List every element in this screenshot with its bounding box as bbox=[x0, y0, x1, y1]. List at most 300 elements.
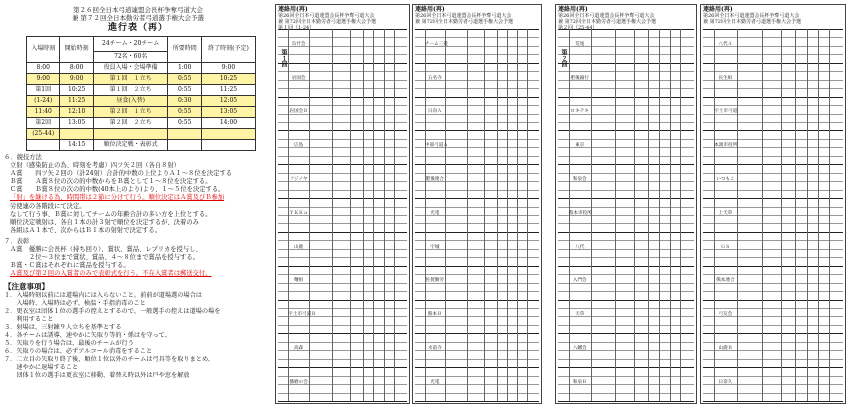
grid-line bbox=[558, 359, 694, 360]
schedule-row bbox=[27, 129, 256, 140]
grid-column-line bbox=[737, 29, 738, 401]
grid-line bbox=[278, 63, 407, 64]
team-name: ＧＳ bbox=[720, 244, 730, 250]
grid-line bbox=[415, 367, 539, 368]
grid-column-line bbox=[829, 29, 830, 401]
grid-line bbox=[415, 122, 539, 123]
team-name: 山鹿 bbox=[294, 244, 304, 250]
grid-line bbox=[278, 232, 407, 233]
grid-line bbox=[415, 325, 539, 326]
team-name: 肥後銀行 bbox=[570, 75, 589, 81]
col-end-time: 終了時刻(予定) bbox=[201, 37, 255, 63]
grid-line bbox=[703, 37, 843, 38]
schedule-cell: 第1回 bbox=[27, 85, 60, 96]
team-name: 中部弓道Ａ bbox=[424, 143, 448, 149]
grid-line bbox=[558, 54, 694, 55]
grid-line bbox=[558, 300, 694, 301]
grid-line bbox=[415, 37, 539, 38]
sheet-line2: 兼 第72回全日本勤労者弓道選手権大会予選 bbox=[558, 19, 656, 25]
grid-line bbox=[703, 63, 843, 64]
rules-line: Ｃ賞 Ｂ賞８位の次の的中数(40本上のより)より、１～５位を決定する。 bbox=[10, 186, 225, 194]
rules-line: 立射（感染防止の為、時刻を考慮）四ツ矢２回（各自８射） bbox=[10, 162, 181, 170]
note-item: 入場時、入場時は必ず、検温・手指消毒のこと bbox=[4, 300, 146, 308]
schedule-row bbox=[27, 140, 256, 151]
schedule-cell bbox=[168, 129, 201, 140]
score-grid bbox=[558, 29, 694, 401]
schedule-cell: 役員入場・会場準備 bbox=[93, 63, 168, 74]
notes-heading: 【注意事項】 bbox=[4, 282, 49, 292]
grid-line bbox=[558, 342, 694, 343]
grid-line bbox=[703, 342, 843, 343]
grid-line bbox=[278, 325, 407, 326]
team-name: ＹＫＫａ bbox=[289, 210, 308, 216]
grid-line bbox=[278, 164, 407, 165]
grid-line bbox=[415, 54, 539, 55]
grid-line bbox=[415, 376, 539, 377]
schedule-cell: 12:05 bbox=[201, 96, 255, 107]
team-name: ロキテキ bbox=[570, 109, 589, 115]
grid-column-line bbox=[394, 29, 395, 401]
col-start-time: 開始時刻 bbox=[60, 37, 93, 63]
grid-line bbox=[558, 266, 694, 267]
grid-column-line bbox=[363, 29, 364, 401]
grid-line bbox=[703, 29, 843, 30]
grid-line bbox=[415, 308, 539, 309]
sheet-header bbox=[415, 7, 513, 25]
schedule-row bbox=[27, 63, 256, 74]
sheet-label: 連絡用(再) bbox=[415, 6, 445, 13]
team-name: 熊本Ｂ bbox=[427, 312, 442, 318]
grid-line bbox=[415, 359, 539, 360]
grid-line bbox=[558, 29, 694, 30]
grid-line bbox=[703, 359, 843, 360]
col-program-sub: 72名・60名 bbox=[93, 52, 168, 63]
team-name: 荒尾 bbox=[575, 41, 585, 47]
schedule-cell bbox=[201, 129, 255, 140]
grid-line bbox=[415, 156, 539, 157]
schedule-cell: 9:00 bbox=[60, 74, 93, 85]
schedule-cell: (1-24) bbox=[27, 96, 60, 107]
grid-line bbox=[415, 232, 539, 233]
grid-line bbox=[278, 105, 407, 106]
team-name: 熊本連合 bbox=[716, 278, 735, 284]
grid-line bbox=[278, 393, 407, 394]
sheet-line1: 第26回全日本弓道連盟会長杯争奪弓道大会 bbox=[703, 13, 800, 19]
team-name: 熊本市役所 bbox=[568, 210, 592, 216]
grid-line bbox=[558, 291, 694, 292]
team-name: 日奈久 bbox=[718, 379, 733, 385]
schedule-cell: 14:00 bbox=[201, 118, 255, 129]
team-name: 和泉会 bbox=[572, 176, 587, 182]
grid-line bbox=[415, 274, 539, 275]
schedule-cell: 10:25 bbox=[201, 74, 255, 85]
grid-line bbox=[415, 291, 539, 292]
schedule-cell: (25-44) bbox=[27, 129, 60, 140]
team-name: 八幡会 bbox=[572, 346, 587, 352]
grid-line bbox=[558, 333, 694, 334]
team-name: 長生組 bbox=[718, 75, 733, 81]
grid-line bbox=[703, 198, 843, 199]
grid-line bbox=[558, 223, 694, 224]
rules-section bbox=[4, 154, 272, 235]
schedule-cell: 0:55 bbox=[168, 118, 201, 129]
grid-line bbox=[415, 173, 539, 174]
schedule-cell: 10:25 bbox=[60, 85, 93, 96]
grid-line bbox=[415, 88, 539, 89]
grid-line bbox=[278, 359, 407, 360]
note-item: １．入場時刻以前には道場内には入らないこと。前前が道場選の場合は bbox=[4, 292, 202, 300]
sheet-header bbox=[703, 7, 801, 25]
team-name: 曙組 bbox=[294, 278, 304, 284]
schedule-cell bbox=[168, 140, 201, 151]
grid-line bbox=[278, 190, 407, 191]
grid-line bbox=[703, 164, 843, 165]
grid-column-line bbox=[527, 29, 528, 401]
team-name: 天草 bbox=[575, 312, 585, 318]
grid-column-line bbox=[517, 29, 518, 401]
grid-line bbox=[703, 367, 843, 368]
schedule-cell: 第２回 ２立ち bbox=[93, 118, 168, 129]
grid-line bbox=[278, 97, 407, 98]
title-line-2: 兼 第７２回全日本勤労者弓道選手権大会予選 bbox=[71, 14, 205, 22]
team-name: 八代 bbox=[575, 244, 585, 250]
grid-line bbox=[703, 207, 843, 208]
grid-line bbox=[415, 401, 539, 402]
sheet-sub: 第２回（25-44） bbox=[558, 25, 598, 31]
team-name: 本渡市役所 bbox=[714, 143, 738, 149]
grid-line bbox=[703, 71, 843, 72]
rules-line: Ｂ賞 Ａ賞８位の次の的中数からをＢ賞として１～８位を決定する。 bbox=[10, 178, 212, 186]
schedule-cell: 第2回 bbox=[27, 118, 60, 129]
sheet-line1: 第26回全日本弓道連盟会長杯争奪弓道大会 bbox=[558, 13, 655, 19]
sheet-header bbox=[278, 7, 376, 31]
schedule-cell: 1:00 bbox=[168, 63, 201, 74]
grid-line bbox=[558, 257, 694, 258]
schedule-cell: 第２回 １立ち bbox=[93, 107, 168, 118]
schedule-panel bbox=[4, 6, 272, 406]
team-name: 光電 bbox=[430, 210, 440, 216]
grid-column-line bbox=[680, 29, 681, 401]
grid-line bbox=[703, 376, 843, 377]
grid-line bbox=[703, 266, 843, 267]
rules-line: 各組はＡ１本で、次からはＢ１本の射射で決定する。 bbox=[10, 226, 161, 234]
rules-heading: ６．競技方法 bbox=[4, 154, 42, 161]
schedule-cell: 第１回 ２立ち bbox=[93, 85, 168, 96]
grid-line bbox=[558, 130, 694, 131]
grid-column-line bbox=[507, 29, 508, 401]
note-item: ６．矢取りの場合は、必ずアルコール消毒をすること bbox=[4, 348, 153, 356]
grid-line bbox=[703, 122, 843, 123]
grid-line bbox=[703, 274, 843, 275]
team-name: 東京 bbox=[575, 143, 585, 149]
grid-line bbox=[558, 37, 694, 38]
grid-line bbox=[278, 37, 407, 38]
score-grid bbox=[415, 29, 539, 401]
grid-line bbox=[278, 342, 407, 343]
grid-line bbox=[278, 88, 407, 89]
team-name: 八代Ａ bbox=[718, 41, 733, 47]
grid-line bbox=[415, 300, 539, 301]
grid-line bbox=[415, 63, 539, 64]
sheet-label: 連絡用(再) bbox=[558, 6, 588, 13]
team-name: 岩国会Ｂ bbox=[289, 109, 308, 115]
schedule-cell: 13:05 bbox=[201, 107, 255, 118]
grid-line bbox=[415, 164, 539, 165]
grid-column-line bbox=[781, 29, 782, 401]
grid-line bbox=[703, 308, 843, 309]
grid-line bbox=[703, 291, 843, 292]
grid-line bbox=[558, 173, 694, 174]
grid-line bbox=[558, 274, 694, 275]
grid-line bbox=[703, 223, 843, 224]
grid-line bbox=[415, 266, 539, 267]
grid-line bbox=[703, 333, 843, 334]
grid-line bbox=[703, 300, 843, 301]
grid-line bbox=[703, 156, 843, 157]
team-name: 山鹿Ｂ bbox=[718, 346, 733, 352]
grid-line bbox=[415, 342, 539, 343]
grid-line bbox=[278, 274, 407, 275]
team-name: 宇土市弓道Ｂ bbox=[288, 312, 316, 318]
team-name: 弓友会 bbox=[718, 312, 733, 318]
schedule-cell: 8:00 bbox=[27, 63, 60, 74]
grid-line bbox=[278, 54, 407, 55]
grid-column-line bbox=[807, 29, 808, 401]
grid-line bbox=[703, 130, 843, 131]
note-item: ５．矢取りを行う場合は、最後のチームが行う bbox=[4, 340, 134, 348]
team-name: 入門会 bbox=[572, 278, 587, 284]
awards-red-line: Ａ賞及び第２回の入賞者のみで表彰式を行う。不在入賞者は郵送交付。 bbox=[10, 270, 212, 278]
document-title-block bbox=[4, 6, 272, 34]
sheet-line1: 第26回全日本弓道連盟会長杯争奪弓道大会 bbox=[278, 13, 375, 19]
grid-line bbox=[558, 232, 694, 233]
grid-column-line bbox=[818, 29, 819, 401]
schedule-row bbox=[27, 107, 256, 118]
note-item: ７．二立目の矢取り終了後、順位１位以外のチームは弓具等を取りまとめ、 bbox=[4, 356, 215, 364]
grid-line bbox=[415, 71, 539, 72]
schedule-row bbox=[27, 118, 256, 129]
team-name: 日向Ａ bbox=[427, 109, 442, 115]
grid-column-line bbox=[634, 29, 635, 401]
awards-heading: ７．表彰 bbox=[4, 237, 30, 245]
note-item: 団体１位の選手は更衣室に移動、着替え時以外は戸や窓を解放 bbox=[4, 372, 190, 380]
team-name: チーム三菱 bbox=[424, 41, 448, 47]
note-item: ２．更衣室は団体１位の選手の控えとするので、一般選手の控えは道場の場を bbox=[4, 308, 221, 316]
grid-line bbox=[278, 401, 407, 402]
grid-line bbox=[558, 97, 694, 98]
grid-column-line bbox=[384, 29, 385, 401]
grid-line bbox=[415, 393, 539, 394]
team-name: 肥後連合 bbox=[425, 176, 445, 182]
col-program: 24チーム・20チーム bbox=[93, 37, 168, 52]
grid-line bbox=[558, 240, 694, 241]
score-grid bbox=[703, 29, 843, 401]
grid-line bbox=[278, 71, 407, 72]
schedule-cell: 13:05 bbox=[60, 118, 93, 129]
sheet-line2: 兼 第72回全日本勤労者弓道選手権大会予選 bbox=[415, 19, 513, 25]
sheet-label: 連絡用(再) bbox=[703, 6, 733, 13]
grid-line bbox=[415, 29, 539, 30]
grid-line bbox=[278, 367, 407, 368]
schedule-cell: 11:25 bbox=[60, 96, 93, 107]
schedule-cell: 0:55 bbox=[168, 74, 201, 85]
team-name: フジノヤ bbox=[289, 176, 308, 182]
grid-line bbox=[415, 207, 539, 208]
schedule-cell bbox=[27, 140, 60, 151]
score-sheet bbox=[555, 4, 697, 404]
team-name: 岩国会 bbox=[291, 75, 306, 81]
team-name: 呉竹会 bbox=[291, 41, 306, 47]
awards-line: Ｂ賞・Ｃ賞はそれぞれに賞品を授与する。 bbox=[10, 262, 130, 270]
grid-line bbox=[415, 139, 539, 140]
grid-column-line bbox=[648, 29, 649, 401]
sheet-label: 連絡用(再) bbox=[278, 6, 308, 13]
team-name: 宇城 bbox=[430, 244, 440, 250]
grid-column-line bbox=[659, 29, 660, 401]
grid-column-line bbox=[309, 29, 310, 401]
schedule-cell: 9:00 bbox=[27, 74, 60, 85]
grid-line bbox=[558, 105, 694, 106]
schedule-cell: 12:10 bbox=[60, 107, 93, 118]
grid-line bbox=[278, 223, 407, 224]
grid-line bbox=[415, 198, 539, 199]
sheet-sub: 第１回（1-24） bbox=[278, 25, 315, 31]
schedule-cell: 9:00 bbox=[201, 63, 255, 74]
grid-column-line bbox=[670, 29, 671, 401]
note-item: 速やかに退場すること bbox=[4, 364, 79, 372]
schedule-table bbox=[26, 36, 256, 151]
grid-line bbox=[558, 88, 694, 89]
team-name: 宇土市弓道 bbox=[714, 109, 738, 115]
schedule-row bbox=[27, 74, 256, 85]
grid-column-line bbox=[332, 29, 333, 401]
grid-column-line bbox=[615, 29, 616, 401]
grid-line bbox=[703, 232, 843, 233]
schedule-row bbox=[27, 96, 256, 107]
grid-line bbox=[278, 29, 407, 30]
grid-line bbox=[278, 266, 407, 267]
grid-line bbox=[703, 54, 843, 55]
grid-line bbox=[278, 122, 407, 123]
grid-line bbox=[558, 325, 694, 326]
grid-line bbox=[278, 198, 407, 199]
team-name: 播磨の会 bbox=[289, 379, 308, 385]
sheet-line1: 第26回全日本弓道連盟会長杯争奪弓道大会 bbox=[415, 13, 512, 19]
note-item: ４．各チームは誘導、速やかに矢取り等的・係はを守って、 bbox=[4, 332, 171, 340]
sheet-header bbox=[558, 7, 656, 31]
title-line-1: 第２６回全日本弓道連盟会長杯争奪弓道大会 bbox=[73, 6, 203, 14]
schedule-cell bbox=[201, 140, 255, 151]
grid-line bbox=[278, 300, 407, 301]
score-sheet bbox=[275, 4, 410, 404]
grid-line bbox=[415, 240, 539, 241]
schedule-cell: 8:00 bbox=[60, 63, 93, 74]
grid-line bbox=[703, 88, 843, 89]
col-duration: 所要時間 bbox=[168, 37, 201, 63]
rules-line: Ａ賞 四ツ矢２回の（計24射）合計的中数の上位よりＡ１～８位を決定する bbox=[10, 170, 233, 178]
grid-line bbox=[278, 173, 407, 174]
team-name: 光電 bbox=[430, 379, 440, 385]
awards-line: Ａ賞 優勝に会長杯（持ち回り）、賞状、賞品、レプリカを授与し、 bbox=[10, 246, 202, 254]
schedule-cell: 0:55 bbox=[168, 107, 201, 118]
grid-line bbox=[558, 63, 694, 64]
score-sheet bbox=[412, 4, 542, 404]
grid-column-line bbox=[762, 29, 763, 401]
grid-line bbox=[278, 291, 407, 292]
grid-line bbox=[703, 173, 843, 174]
grid-line bbox=[415, 97, 539, 98]
rules-red-line: 「射」を継ける為、時間帯は２節に分けて行う。順位決定はＡ賞及びＢ参加 bbox=[10, 194, 225, 202]
page-title: 進行表（再） bbox=[107, 23, 168, 33]
grid-column-line bbox=[350, 29, 351, 401]
grid-line bbox=[558, 401, 694, 402]
grid-line bbox=[558, 156, 694, 157]
team-name: 水前寺 bbox=[427, 346, 442, 352]
grid-line bbox=[558, 71, 694, 72]
schedule-cell: 0:30 bbox=[168, 96, 201, 107]
col-entry-time: 入場時刻 bbox=[27, 37, 60, 63]
grid-line bbox=[278, 139, 407, 140]
grid-column-line bbox=[497, 29, 498, 401]
score-sheet bbox=[700, 4, 846, 404]
grid-line bbox=[278, 257, 407, 258]
round-label: 第２回 bbox=[560, 49, 567, 67]
score-grid bbox=[278, 29, 407, 401]
grid-line bbox=[278, 207, 407, 208]
team-name: 和泉Ｂ bbox=[572, 379, 587, 385]
grid-line bbox=[703, 257, 843, 258]
grid-line bbox=[703, 240, 843, 241]
grid-line bbox=[558, 376, 694, 377]
grid-line bbox=[558, 122, 694, 123]
grid-column-line bbox=[445, 29, 446, 401]
team-name: いつもこ bbox=[716, 176, 735, 182]
grid-line bbox=[558, 164, 694, 165]
grid-line bbox=[558, 367, 694, 368]
round-label: 第１回 bbox=[280, 49, 287, 67]
grid-line bbox=[703, 105, 843, 106]
schedule-cell bbox=[93, 129, 168, 140]
grid-line bbox=[278, 376, 407, 377]
schedule-cell: 0:55 bbox=[168, 85, 201, 96]
grid-line bbox=[278, 333, 407, 334]
grid-line bbox=[278, 130, 407, 131]
grid-line bbox=[278, 308, 407, 309]
grid-line bbox=[703, 325, 843, 326]
grid-line bbox=[703, 97, 843, 98]
team-name: 高森 bbox=[294, 346, 304, 352]
grid-column-line bbox=[795, 29, 796, 401]
schedule-row bbox=[27, 85, 256, 96]
team-name: 広島 bbox=[294, 143, 304, 149]
schedule-cell: 昼食(入替) bbox=[93, 96, 168, 107]
sheet-line2: 兼 第72回全日本勤労者弓道選手権大会予選 bbox=[703, 19, 801, 25]
grid-line bbox=[415, 105, 539, 106]
note-item: 利用すること bbox=[4, 316, 54, 324]
grid-column-line bbox=[484, 29, 485, 401]
awards-line: ２位～３位まで賞状、賞品、４～８位まで賞品を授与する。 bbox=[10, 254, 199, 262]
awards-section bbox=[4, 238, 272, 278]
grid-line bbox=[558, 190, 694, 191]
grid-line bbox=[703, 139, 843, 140]
grid-line bbox=[703, 190, 843, 191]
schedule-cell: 14:15 bbox=[60, 140, 93, 151]
grid-line bbox=[415, 333, 539, 334]
grid-line bbox=[558, 393, 694, 394]
rules-line: 労使連の各階段にて決定。 bbox=[10, 202, 86, 210]
grid-line bbox=[415, 130, 539, 131]
grid-line bbox=[415, 190, 539, 191]
